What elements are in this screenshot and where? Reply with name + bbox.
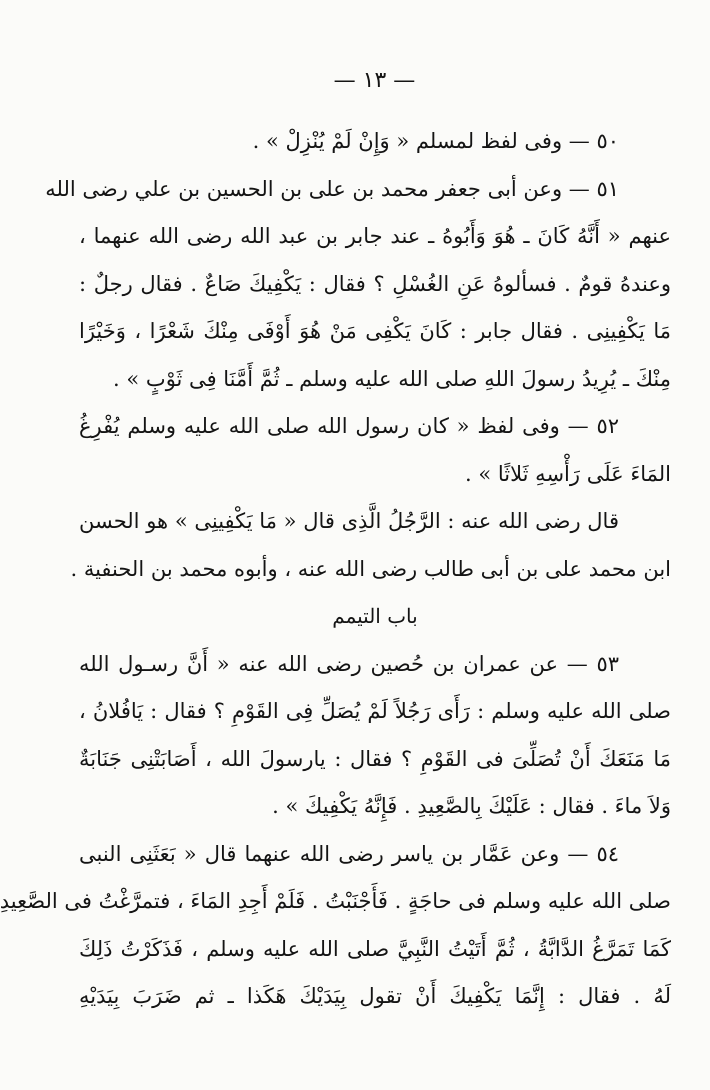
hadith-54-line-3: كَمَا تَمَرَّغُ الدَّابَّةُ ، ثُمَّ أَتَيْتُ النَّبِيَّ صلى الله عليه وسلم ، فَذَكَرْتُ ذَلِكَ <box>79 936 671 961</box>
hadith-52-line-1: ٥٢ — وفى لفظ « كان رسول الله صلى الله عليه وسلم يُفْرِغُ <box>79 414 619 438</box>
hadith-51-line-5: مِنْكَ ـ يُرِيدُ رسولَ اللهِ صلى الله عليه وسلم ـ ثُمَّ أَمَّنَا فِى ثَوْبٍ » . <box>113 366 671 391</box>
hadith-51-line-1: ٥١ — وعن أبى جعفر محمد بن على بن الحسين بن علي رضى الله <box>45 176 619 201</box>
page-number: — ١٣ — <box>333 68 416 93</box>
hadith-53-line-1: ٥٣ — عن عمران بن حُصين رضى الله عنه « أَنَّ رسـول الله <box>79 651 619 676</box>
hadith-51-line-4: مَا يَكْفِينِى . فقال جابر : كَانَ يَكْفِى مَنْ هُوَ أَوْفَى مِنْكَ شَعْرًا ، وَخَيْرًا <box>79 319 671 343</box>
hadith-54-line-4: لَهُ . فقال : إِنَّمَا يَكْفِيكَ أَنْ تقول بِيَدَيْكَ هَكَذا ـ ثم ضَرَبَ بِيَدَيْهِ <box>79 984 671 1008</box>
hadith-53-line-4: وَلاَ ماءَ . فقال : عَلَيْكَ بِالصَّعِيدِ . فَإِنَّهُ يَكْفِيكَ » . <box>272 794 671 818</box>
hadith-53-line-2: صلى الله عليه وسلم : رَأَى رَجُلاً لَمْ يُصَلِّ فِى القَوْمِ ؟ فقال : يَافُلانُ ، <box>79 699 671 723</box>
body-text <box>0 118 671 1021</box>
commentary-line-1: قال رضى الله عنه : الرَّجُلُ الَّذِى قال « مَا يَكْفِينِى » هو الحسن <box>79 509 619 533</box>
commentary-line-2: ابن محمد على بن أبى طالب رضى الله عنه ، وأبوه محمد بن الحنفية . <box>70 556 671 581</box>
hadith-53-line-3: مَا مَنَعَكَ أَنْ تُصَلِّىَ فى القَوْمِ ؟ فقال : يارسولَ الله ، أَصَابَتْنِى جَنَابَةٌ <box>79 746 671 771</box>
hadith-52-line-2: المَاءَ عَلَى رَأْسِهِ ثَلاثًا » . <box>465 461 671 486</box>
chapter-heading: باب التيمم <box>332 604 418 628</box>
hadith-54-line-2: صلى الله عليه وسلم فى حاجَةٍ . فَأَجْنَبْتُ . فَلَمْ أَجِدِ المَاءَ ، فتمرَّغْتُ فى الصَّعِيدِ <box>0 889 671 913</box>
hadith-51-line-2: عنهم « أَنَّهُ كَانَ ـ هُوَ وَأَبُوهُ ـ عند جابر بن عبد الله رضى الله عنهما ، <box>79 224 671 248</box>
hadith-54-line-1: ٥٤ — وعن عَمَّار بن ياسر رضى الله عنهما قال « بَعَثَنِى النبى <box>79 841 619 866</box>
hadith-51-line-3: وعندهُ قومٌ . فسألوهُ عَنِ الغُسْلِ ؟ فقال : يَكْفِيكَ صَاعٌ . فقال رجلٌ : <box>79 271 671 296</box>
hadith-50-line-1: ٥٠ — وفى لفظ لمسلم « وَإِنْ لَمْ يُنْزِلْ » . <box>252 129 619 153</box>
